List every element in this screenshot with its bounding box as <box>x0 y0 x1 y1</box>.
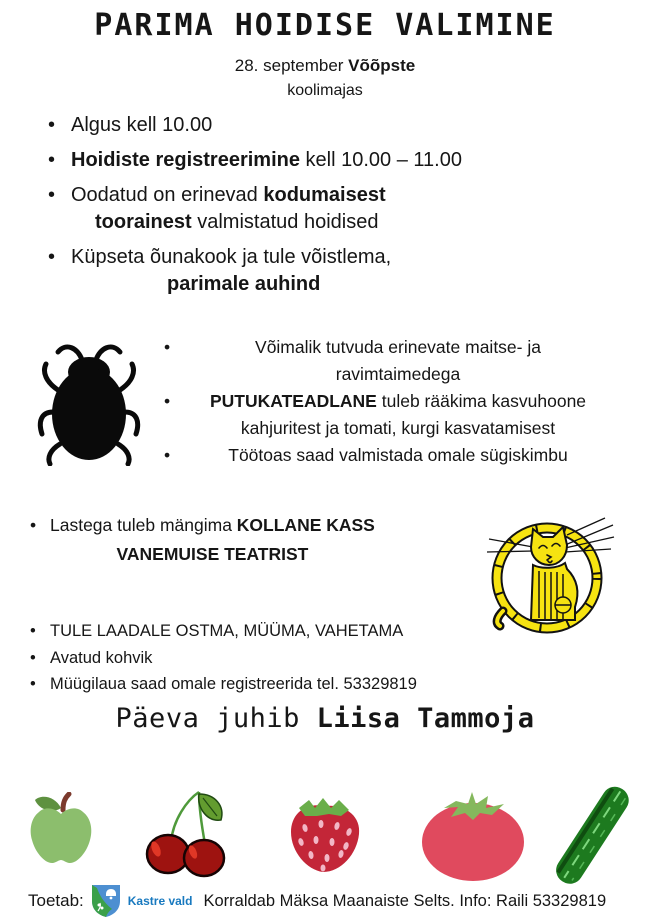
cherries-icon <box>143 786 231 880</box>
list-item: • TULE LAADALE OSTMA, MÜÜMA, VAHETAMA <box>30 618 510 645</box>
cucumber-icon <box>550 786 634 884</box>
bullet-icon: • <box>30 675 36 693</box>
list-item <box>48 147 608 174</box>
garden-activities-list <box>164 334 618 469</box>
apple-icon <box>25 792 97 870</box>
host-name: Liisa Tammoja <box>316 703 535 734</box>
theatre-text: Lastega tuleb mängima KOLLANE KASS VANEMUISE TEATRIST <box>50 515 375 564</box>
event-text: Hoidiste registreerimine kell 10.00 – 11.00 <box>71 149 462 171</box>
bullet-icon: • <box>48 149 56 171</box>
footer <box>28 884 640 918</box>
bullet-icon: • <box>48 114 56 136</box>
event-text: Küpseta õunakook ja tule võistlema, parimale auhind <box>71 246 392 295</box>
page-title: PARIMA HOIDISE VALIMINE <box>94 8 556 43</box>
subtitle-date <box>0 56 650 76</box>
beetle-icon <box>36 342 142 466</box>
event-text: Algus kell 10.00 <box>71 114 213 136</box>
bullet-icon: • <box>30 515 37 535</box>
bullet-icon: • <box>48 246 56 268</box>
list-item: • Töötoas saad valmistada omale sügiskimbu <box>178 442 618 469</box>
kastre-vald-coat-of-arms <box>91 884 121 918</box>
supporter-label: Toetab: <box>28 891 84 910</box>
subtitle-location: koolimajas <box>287 82 363 99</box>
event-list <box>48 112 608 306</box>
theatre-item <box>30 511 410 569</box>
market-list <box>30 618 510 698</box>
bullet-icon: • <box>48 184 56 206</box>
list-item <box>48 112 608 139</box>
bullet-icon: • <box>30 622 36 640</box>
yellow-cat-illustration <box>487 515 615 635</box>
supporter-name: Kastre vald <box>127 894 193 908</box>
tomato-icon <box>420 790 526 882</box>
bullet-icon: • <box>164 391 171 411</box>
bullet-icon: • <box>164 337 171 357</box>
bullet-icon: • <box>30 648 36 667</box>
list-item: • Võimalik tutvuda erinevate maitse- ja ravimtaimedega <box>178 334 618 388</box>
date-text: 28. september <box>234 56 349 75</box>
list-item: • Müügilaua saad omale registreerida tel. 53329819 <box>30 671 510 698</box>
event-text: Oodatud on erinevad kodumaisest toorainest valmistatud hoidised <box>71 184 386 233</box>
list-item: • Avatud kohvik <box>30 645 510 672</box>
host-line: Päeva juhib Liisa Tammoja <box>115 703 535 734</box>
list-item <box>48 182 608 236</box>
place-name: Võõpste <box>348 56 416 75</box>
bullet-icon: • <box>164 445 171 465</box>
list-item: • PUTUKATEADLANE tuleb rääkima kasvuhoone kahjuritest ja tomati, kurgi kasvatamisest <box>178 388 618 442</box>
strawberry-icon <box>283 788 367 882</box>
organizer-info: Korraldab Mäksa Maanaiste Selts. Info: Raili 53329819 <box>203 891 607 910</box>
list-item <box>48 244 608 298</box>
